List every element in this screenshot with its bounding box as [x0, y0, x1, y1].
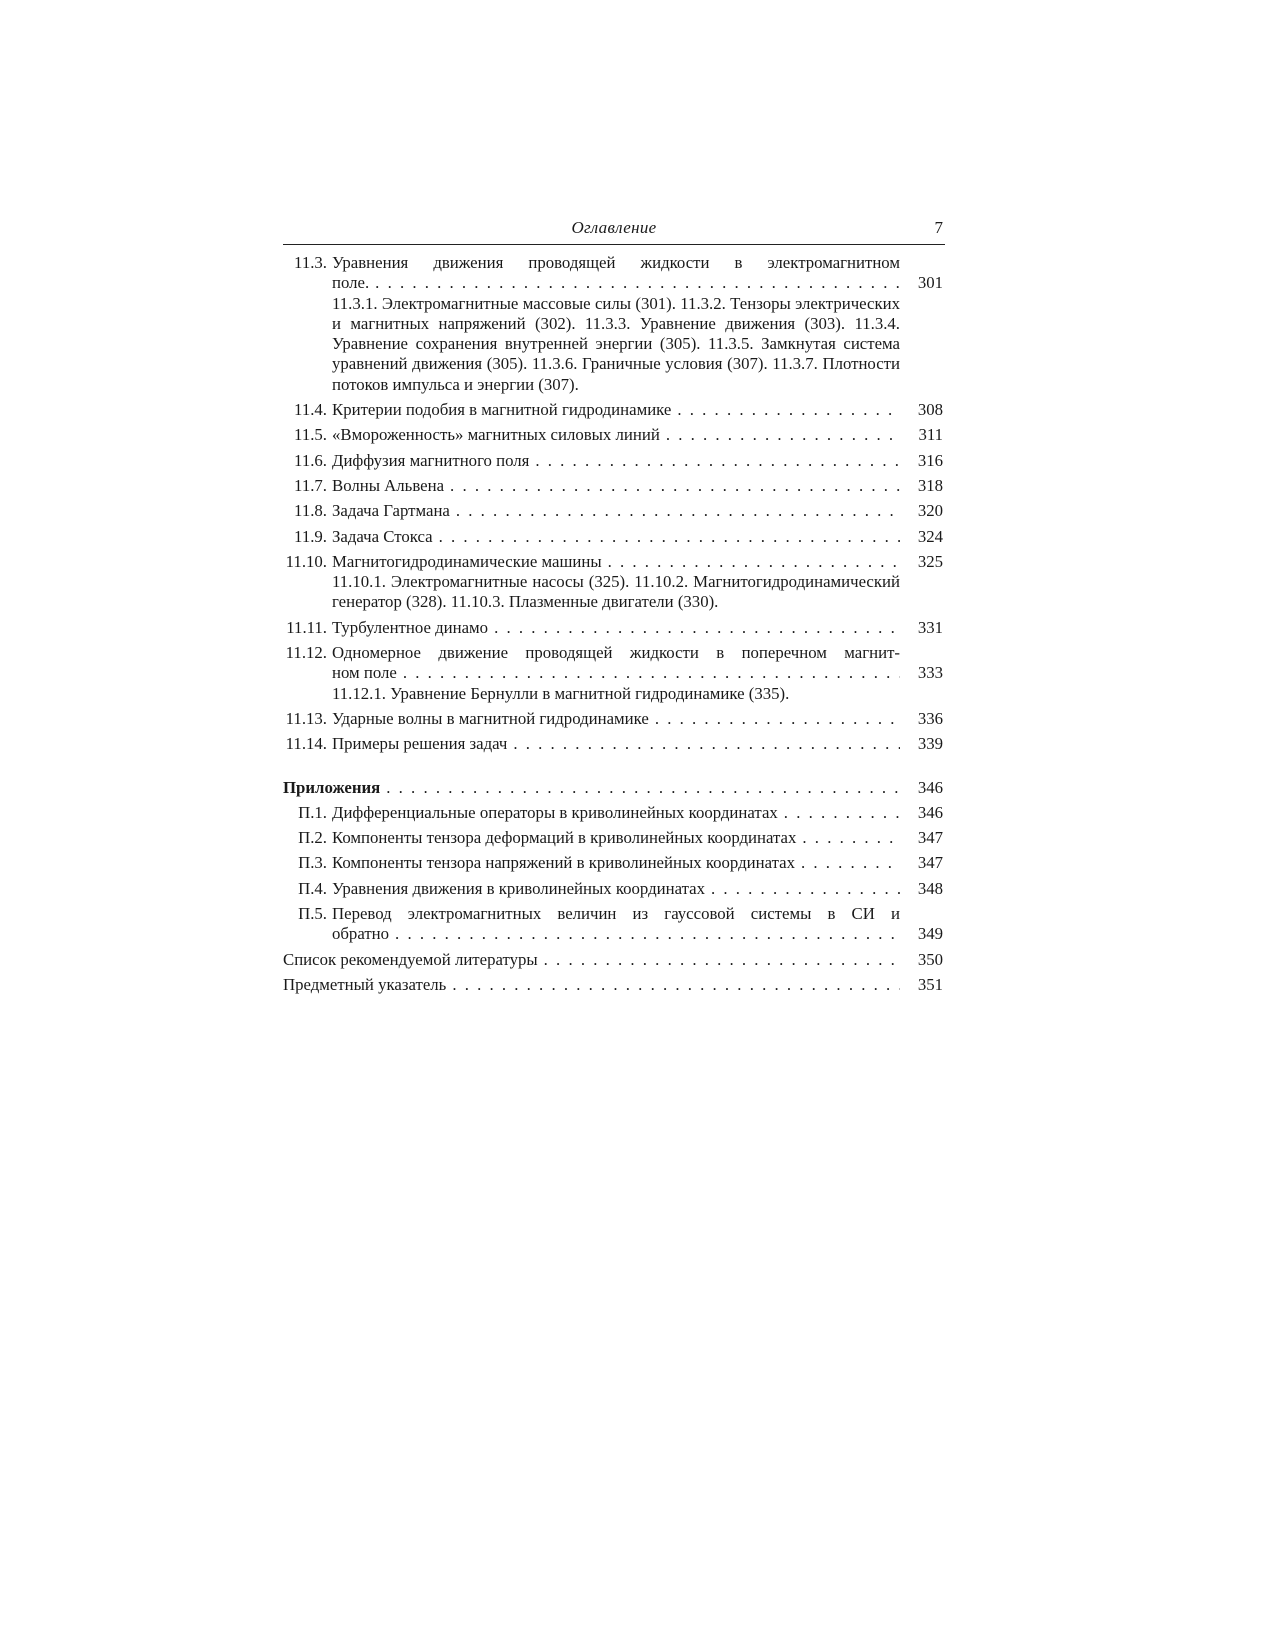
toc-entry-11-13[interactable] [283, 709, 945, 729]
leader-dots [608, 552, 900, 572]
toc-entry-title: Компоненты тензора деформаций в криволинейных координатах [332, 828, 797, 848]
leader-dots [655, 709, 900, 729]
toc-entry-number: П.1. [298, 802, 327, 822]
toc-subsections: 11.3.1. Электромагнитные массовые силы (301). 11.3.2. Тензоры электрических и магнитных напряжений (302). 11.3.3. Уравнение движения (303). 11.3.4. Уравнение сохранения внутренней энергии (305). 11.3.5. Замкнутая система уравнений движения (305). 11.3.6. Граничные условия (307). 11.3.7. Плотности потоков импульса и энергии (307). [332, 293, 900, 394]
toc-entry-11-7[interactable] [283, 476, 945, 496]
toc-entry-number: 11.10. [285, 551, 327, 571]
toc-entry-page: 350 [917, 949, 943, 969]
toc-entry-number: 11.4. [294, 400, 327, 420]
toc-entry-appendix[interactable] [283, 778, 945, 798]
leader-dots [535, 451, 900, 471]
toc-entry-page: 308 [917, 400, 943, 420]
toc-entry-title: Диффузия магнитного поля [332, 450, 530, 470]
toc-entry-page: 325 [917, 551, 943, 571]
toc-entry-title: Перевод электромагнитных величин из гауссовой системы в СИ и [332, 904, 900, 924]
toc-entry-title: Уравнения движения проводящей жидкости в электромагнитном [332, 253, 900, 272]
toc-entry-title: Уравнения движения в криволинейных координатах [332, 878, 705, 898]
leader-dots [802, 828, 900, 848]
leader-dots [395, 924, 900, 944]
toc-entry-page: 346 [917, 777, 943, 797]
table-of-contents [283, 253, 945, 995]
toc-entry-11-14[interactable] [283, 734, 945, 754]
leader-dots [494, 618, 900, 638]
toc-entry-title: Компоненты тензора напряжений в криволинейных координатах [332, 853, 795, 873]
toc-entry-page: 339 [917, 734, 943, 754]
toc-entry-bibliography[interactable] [283, 950, 945, 970]
toc-entry-page: 318 [917, 475, 943, 495]
toc-entry-title: Задача Гартмана [332, 501, 450, 521]
toc-entry-page: 333 [917, 663, 943, 683]
toc-entry-page: 301 [917, 273, 943, 293]
toc-entry-page: 347 [917, 853, 943, 873]
toc-subsections: 11.10.1. Электромагнитные насосы (325). 11.10.2. Магнитогидродинамический генератор (328). 11.10.3. Плазменные двигатели (330). [332, 572, 900, 612]
toc-entry-title: Список рекомендуемой литературы [283, 949, 538, 969]
toc-entry-title: Задача Стокса [332, 526, 433, 546]
leader-dots [439, 527, 900, 547]
leader-dots [375, 273, 900, 293]
toc-entry-page: 311 [918, 425, 943, 445]
toc-entry-title: Приложения [283, 777, 381, 797]
toc-entry-title: Ударные волны в магнитной гидродинамике [332, 708, 649, 728]
running-head [283, 214, 945, 245]
leader-dots [801, 853, 900, 873]
toc-entry-page: 346 [917, 802, 943, 822]
toc-entry-number: 11.3. [294, 253, 327, 272]
leader-dots [711, 879, 900, 899]
toc-entry-title: Критерии подобия в магнитной гидродинамике [332, 400, 672, 420]
leader-dots [386, 778, 900, 798]
toc-entry-title: «Вмороженность» магнитных силовых линий [332, 425, 660, 445]
leader-dots [544, 950, 900, 970]
toc-entry-p3[interactable] [283, 853, 945, 873]
toc-entry-number: П.3. [298, 853, 327, 873]
toc-entry-11-9[interactable] [283, 527, 945, 547]
toc-entry-p2[interactable] [283, 828, 945, 848]
toc-entry-number: П.4. [298, 878, 327, 898]
toc-entry-11-11[interactable] [283, 618, 945, 638]
leader-dots [513, 734, 900, 754]
toc-entry-title: Предметный указатель [283, 974, 447, 994]
leader-dots [784, 803, 900, 823]
toc-entry-title: Волны Альвена [332, 475, 445, 495]
toc-entry-subject-index[interactable] [283, 975, 945, 995]
toc-subsections: 11.12.1. Уравнение Бернулли в магнитной гидродинамике (335). [332, 683, 790, 703]
toc-entry-number: 11.11. [286, 617, 327, 637]
toc-entry-number: 11.14. [285, 734, 327, 754]
toc-entry-title: Дифференциальные операторы в криволинейных координатах [332, 802, 778, 822]
toc-entry-page: 331 [917, 617, 943, 637]
toc-entry-number: П.5. [298, 904, 327, 924]
toc-entry-title-continued: обратно [332, 924, 390, 944]
toc-entry-11-4[interactable] [283, 400, 945, 420]
toc-entry-page: 316 [917, 450, 943, 470]
toc-entry-p1[interactable] [283, 803, 945, 823]
toc-entry-number: 11.6. [294, 450, 327, 470]
toc-entry-page: 348 [917, 878, 943, 898]
leader-dots [666, 425, 900, 445]
page-number: 7 [934, 218, 943, 237]
toc-entry-11-12[interactable] [283, 643, 945, 704]
toc-entry-page: 320 [917, 501, 943, 521]
toc-entry-page: 351 [917, 974, 943, 994]
toc-entry-number: П.2. [298, 828, 327, 848]
toc-entry-page: 324 [917, 526, 943, 546]
toc-entry-p4[interactable] [283, 879, 945, 899]
toc-entry-p5[interactable] [283, 904, 945, 945]
toc-entry-number: 11.8. [294, 501, 327, 521]
toc-entry-number: 11.7. [294, 475, 327, 495]
toc-entry-number: 11.9. [294, 526, 327, 546]
toc-entry-title: Одномерное движение проводящей жидкости в поперечном магнит- [332, 643, 900, 663]
toc-entry-page: 336 [917, 708, 943, 728]
toc-entry-page: 347 [917, 828, 943, 848]
toc-entry-number: 11.5. [294, 425, 327, 445]
leader-dots [403, 663, 900, 683]
toc-entry-title-continued: ном поле [332, 663, 397, 683]
toc-entry-title: Магнитогидродинамические машины [332, 551, 602, 571]
toc-entry-title: Примеры решения задач [332, 734, 508, 754]
toc-entry-11-6[interactable] [283, 451, 945, 471]
toc-entry-11-5[interactable] [283, 425, 945, 445]
toc-entry-page: 349 [917, 924, 943, 944]
page [283, 214, 945, 995]
page-title: Оглавление [571, 218, 657, 237]
leader-dots [456, 501, 900, 521]
toc-entry-11-3[interactable] [283, 253, 945, 395]
toc-entry-title-continued: поле. [332, 273, 370, 293]
toc-entry-title: Турбулентное динамо [332, 617, 489, 637]
toc-entry-number: 11.13. [285, 708, 327, 728]
leader-dots [677, 400, 900, 420]
leader-dots [452, 975, 900, 995]
leader-dots [450, 476, 900, 496]
toc-entry-11-10[interactable] [283, 552, 945, 613]
toc-entry-11-8[interactable] [283, 501, 945, 521]
toc-entry-number: 11.12. [285, 643, 327, 663]
